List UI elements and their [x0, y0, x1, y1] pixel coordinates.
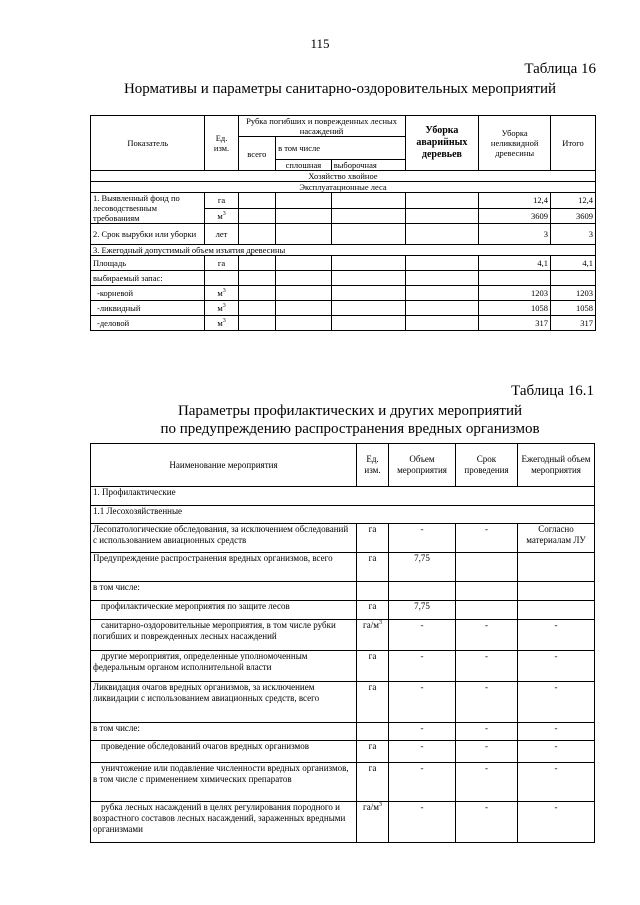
header-total-sum: Итого [550, 116, 595, 171]
row-annual: - [518, 682, 595, 723]
row-name: Предупреждение распространения вредных организмов, всего [91, 553, 357, 582]
row-label: -деловой [91, 316, 205, 331]
row-volume: 7,75 [389, 601, 456, 620]
row-unit: $м^3$ [205, 316, 238, 331]
row-volume [389, 582, 456, 601]
table-16-1 [90, 443, 595, 843]
row-label: -ликвидный [91, 301, 205, 316]
row-volume: - [389, 802, 456, 843]
row-volume: 7,75 [389, 553, 456, 582]
row-volume: - [389, 682, 456, 723]
table-row [91, 601, 595, 620]
row-term: - [456, 524, 518, 553]
table-16-1-caption: Таблица 16.1 [511, 383, 594, 399]
row-unit: га [357, 601, 389, 620]
table-row [91, 723, 595, 741]
row-total: 4,1 [550, 256, 595, 271]
table-row [91, 256, 596, 271]
row-unit: $га/м^3$ [357, 620, 389, 651]
row-total: 1058 [550, 301, 595, 316]
table-row [91, 620, 595, 651]
header-unit: Ед. изм. [357, 444, 389, 487]
row-unit [357, 723, 389, 741]
table-row [91, 193, 596, 209]
table-row [91, 301, 596, 316]
table-16-title: Нормативы и параметры санитарно-оздоровительных мероприятий [123, 81, 557, 97]
row-unit: $м^3$ [205, 286, 238, 301]
table-row [91, 682, 595, 723]
section-coniferous: Хозяйство хвойное [91, 171, 596, 182]
row-unit: $м^3$ [205, 208, 238, 224]
table-row [91, 741, 595, 763]
row-annual [518, 582, 595, 601]
row-total: 1203 [550, 286, 595, 301]
table-row [91, 224, 596, 245]
row-total: 12,4 [550, 193, 595, 209]
row-name: другие мероприятия, определенные уполномоченным федеральным органом исполнительной власти [91, 651, 357, 682]
row-total: 317 [550, 316, 595, 331]
row-label: выбираемый запас: [91, 271, 205, 286]
row-total: 3609 [550, 208, 595, 224]
row-annual: - [518, 802, 595, 843]
page-number: 115 [310, 36, 330, 51]
row-unit: га [357, 763, 389, 802]
row-term: - [456, 620, 518, 651]
table-row [91, 802, 595, 843]
table-row [91, 582, 595, 601]
row-name: в том числе: [91, 723, 357, 741]
row-term [456, 582, 518, 601]
row-unit: га [205, 256, 238, 271]
header-unit: Ед. изм. [205, 116, 238, 171]
row-name: санитарно-оздоровительные мероприятия, в том числе рубки погибших и поврежденных лесных насаждений [91, 620, 357, 651]
row-total: 3 [550, 224, 595, 245]
title-line-1: Параметры профилактических и других мероприятий [177, 403, 523, 419]
table-row [91, 271, 596, 286]
row-volume: - [389, 741, 456, 763]
row-unit: га [205, 193, 238, 209]
row-annual [518, 601, 595, 620]
row-name: в том числе: [91, 582, 357, 601]
header-felling: Рубка погибших и поврежденных лесных насаждений [238, 116, 405, 137]
header-selective: выборочная [331, 160, 405, 171]
header-including: в том числе [276, 137, 405, 160]
row-term [456, 601, 518, 620]
row-illiquid: 317 [479, 316, 551, 331]
header-emergency: Уборка аварийных деревьев [405, 116, 479, 171]
row-name: Ликвидация очагов вредных организмов, за исключением ликвидации с использованием авиационных средств, всего [91, 682, 357, 723]
header-term: Срок проведения [456, 444, 518, 487]
row-term: - [456, 763, 518, 802]
header-illiquid: Уборка неликвидной древесины [479, 116, 551, 171]
row-volume: - [389, 620, 456, 651]
row-unit: га [357, 651, 389, 682]
row-unit: га [357, 682, 389, 723]
row-annual: - [518, 763, 595, 802]
row-term: - [456, 741, 518, 763]
row-volume: - [389, 763, 456, 802]
row-unit: лет [205, 224, 238, 245]
row-illiquid: 1203 [479, 286, 551, 301]
row-annual: - [518, 620, 595, 651]
row-label: 1. Выявленный фонд по лесоводственным требованиям [91, 193, 205, 224]
row-annual: - [518, 651, 595, 682]
table-row [91, 763, 595, 802]
table-16-1-title [90, 402, 610, 438]
row-name: профилактические мероприятия по защите лесов [91, 601, 357, 620]
header-total: всего [238, 137, 275, 171]
row-name: Лесопатологические обследования, за исключением обследований с использованием авиационных средств [91, 524, 357, 553]
table-row [91, 487, 595, 506]
row-label: 2. Срок вырубки или уборки [91, 224, 205, 245]
row-annual: Согласно материалам ЛУ [518, 524, 595, 553]
row-volume: - [389, 651, 456, 682]
row-term: - [456, 723, 518, 741]
row-label: 3. Ежегодный допустимый объем изъятия древесины [91, 245, 596, 256]
row-illiquid: 4,1 [479, 256, 551, 271]
row-volume: - [389, 524, 456, 553]
row-unit: га [357, 741, 389, 763]
row-name: проведение обследований очагов вредных организмов [91, 741, 357, 763]
row-term: - [456, 651, 518, 682]
row-name: рубка лесных насаждений в целях регулирования породного и возрастного составов лесных насаждений, зараженных вредными организмами [91, 802, 357, 843]
header-indicator: Показатель [91, 116, 205, 171]
row-term: - [456, 802, 518, 843]
table-16-caption: Таблица 16 [524, 61, 596, 77]
row-term [456, 553, 518, 582]
header-annual: Ежегодный объем мероприятия [518, 444, 595, 487]
row-unit: $м^3$ [205, 301, 238, 316]
row-name: 1. Профилактические [91, 487, 595, 506]
row-name: 1.1 Лесохозяйственные [91, 506, 595, 524]
row-illiquid: 3 [479, 224, 551, 245]
row-unit: га [357, 524, 389, 553]
header-clear: сплошная [276, 160, 332, 171]
row-unit: га [357, 553, 389, 582]
header-volume: Объем мероприятия [389, 444, 456, 487]
row-volume: - [389, 723, 456, 741]
section-exploitation: Эксплуатационные леса [91, 182, 596, 193]
row-unit: $га/м^3$ [357, 802, 389, 843]
row-label: -корневой [91, 286, 205, 301]
header-name: Наименование мероприятия [91, 444, 357, 487]
row-illiquid: 1058 [479, 301, 551, 316]
row-annual: - [518, 723, 595, 741]
row-unit [357, 582, 389, 601]
row-name: уничтожение или подавление численности вредных организмов, в том числе с применением химических препаратов [91, 763, 357, 802]
row-term: - [456, 682, 518, 723]
table-row [91, 286, 596, 301]
table-row [91, 553, 595, 582]
row-label: Площадь [91, 256, 205, 271]
row-annual: - [518, 741, 595, 763]
table-row [91, 506, 595, 524]
title-line-2: по предупреждению распространения вредных организмов [160, 421, 540, 437]
row-illiquid: 12,4 [479, 193, 551, 209]
table-16 [90, 115, 596, 331]
table-row [91, 316, 596, 331]
row-illiquid: 3609 [479, 208, 551, 224]
row-annual [518, 553, 595, 582]
table-row [91, 524, 595, 553]
table-row [91, 245, 596, 256]
table-row [91, 651, 595, 682]
